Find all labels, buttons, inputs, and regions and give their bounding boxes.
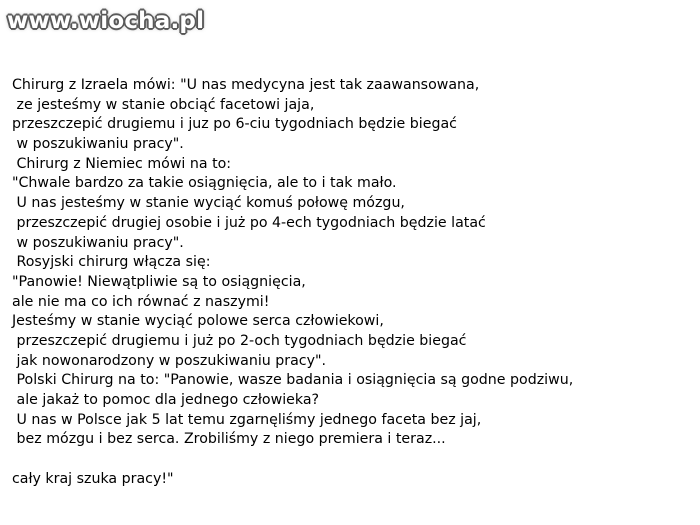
text-line: w poszukiwaniu pracy". xyxy=(12,234,184,251)
text-line: Rosyjski chirurg włącza się: xyxy=(12,254,211,271)
blank-line xyxy=(12,450,692,470)
text-line: Chirurg z Niemiec mówi na to: xyxy=(12,155,232,172)
text-line: w poszukiwaniu pracy". xyxy=(12,136,184,153)
text-line: przeszczepić drugiemu i juz po 6-ciu tygodniach będzie biegać xyxy=(12,116,457,133)
wiocha-watermark: www.wiocha.pl xyxy=(7,8,205,34)
text-line: "Panowie! Niewątpliwie są to osiągnięcia, xyxy=(12,273,306,290)
text-line: "Chwale bardzo za takie osiągnięcia, ale to i tak mało. xyxy=(12,175,397,192)
text-line-punchline: cały kraj szuka pracy!" xyxy=(12,470,174,487)
text-line: ze jesteśmy w stanie obciąć facetowi jaja, xyxy=(12,96,315,113)
text-line: bez mózgu i bez serca. Zrobiliśmy z niego premiera i teraz... xyxy=(12,431,446,448)
joke-text xyxy=(12,76,692,489)
text-line: Chirurg z Izraela mówi: "U nas medycyna jest tak zaawansowana, xyxy=(12,77,480,93)
text-line: ale nie ma co ich równać z naszymi! xyxy=(12,293,270,310)
text-line: przeszczepić drugiej osobie i już po 4-ech tygodniach będzie latać xyxy=(12,214,486,231)
text-line: Jesteśmy w stanie wyciąć polowe serca człowiekowi, xyxy=(12,313,384,330)
text-line: ale jakaż to pomoc dla jednego człowieka? xyxy=(12,392,320,408)
text-line: U nas jesteśmy w stanie wyciąć komuś połowę mózgu, xyxy=(12,195,405,212)
text-line: przeszczepić drugiemu i już po 2-och tygodniach będzie biegać xyxy=(12,332,467,349)
text-line: jak nowonarodzony w poszukiwaniu pracy". xyxy=(12,352,327,369)
text-line: U nas w Polsce jak 5 lat temu zgarnęliśmy jednego faceta bez jaj, xyxy=(12,411,482,428)
text-line: Polski Chirurg na to: "Panowie, wasze badania i osiągnięcia są godne podziwu, xyxy=(12,372,574,389)
